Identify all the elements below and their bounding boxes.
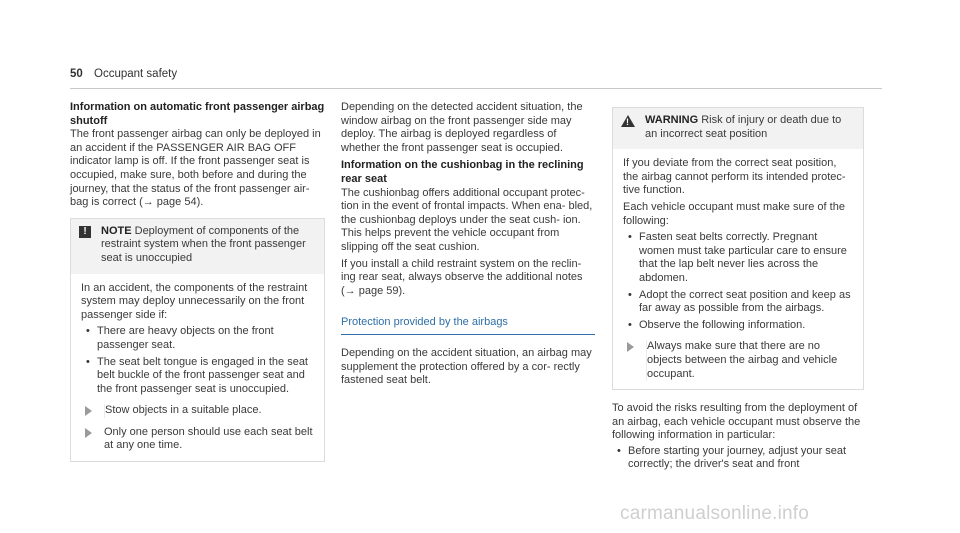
list-item: • Before starting your journey, adjust your seat correctly; the driver's seat and front: [612, 445, 864, 472]
action-step: Stow objects in a suitable place.: [81, 404, 314, 418]
note-header: [71, 219, 324, 274]
warning-triangle-icon: [621, 115, 635, 127]
heading-cushionbag: Information on the cushionbag in the reclining rear seat: [341, 159, 584, 185]
list-item: • Fasten seat belts correctly. Pregnant women must take particular care to ensure that the lap belt never lies across the abdomen.: [623, 231, 853, 285]
page-number: 50: [70, 68, 83, 80]
section-link-airbag-protection[interactable]: Protection provided by the airbags: [341, 316, 595, 335]
paragraph-child-restraint: If you install a child restraint system on the reclin- ing rear seat, always observe the additional notes (→ page 59).: [341, 257, 583, 297]
paragraph-airbag-shutoff: The front passenger airbag can only be deployed in an accident if the PASSENGER AIR BAG OFF indicator lamp is off. If the front passenger seat is occupied, make sure, both before and during the journey, that the status of the front passenger air- bag is correct (→ page 54).: [70, 128, 321, 209]
column-middle: [341, 101, 595, 388]
warning-bullet-list: [623, 231, 853, 332]
play-arrow-icon: [85, 406, 92, 416]
note-box: [70, 218, 325, 462]
warning-body: [613, 149, 863, 389]
paragraph-cushionbag: The cushionbag offers additional occupant protec- tion in the event of frontal impacts. When ena- bled, the cushionbag deploys under the seat cush- ion. This helps prevent the vehicle occupant from slipping off the seat cushion.: [341, 186, 593, 253]
note-bullet-list: [81, 325, 314, 396]
warning-text: If you deviate from the correct seat position, the airbag cannot perform its intended protec- tive function.: [623, 157, 846, 197]
warning-label: WARNING: [645, 114, 699, 126]
heading-airbag-shutoff: Information on automatic front passenger airbag shutoff: [70, 101, 325, 127]
play-arrow-icon: [627, 342, 634, 352]
bullet-list: [612, 445, 864, 472]
header-divider: [70, 88, 882, 89]
column-left: [70, 101, 325, 462]
list-item: • Adopt the correct seat position and keep as far away as possible from the airbags.: [623, 289, 853, 316]
warning-header: [613, 108, 863, 149]
list-item: • There are heavy objects on the front passenger seat.: [81, 325, 314, 352]
play-arrow-icon: [85, 428, 92, 438]
note-title: Deployment of components of the restraint system when the front passenger seat is unoccupied: [101, 224, 306, 264]
warning-text: Each vehicle occupant must make sure of the following:: [623, 200, 845, 227]
warning-box: [612, 107, 864, 390]
paragraph-airbag-protection: Depending on the accident situation, an airbag may supplement the protection offered by a cor- rectly fastened seat belt.: [341, 346, 592, 387]
page-header: [70, 68, 177, 80]
page-reference-link[interactable]: → page 54: [142, 196, 197, 209]
list-item: • Observe the following information.: [623, 319, 853, 333]
note-text: In an accident, the components of the restraint system may deploy unnecessarily on the front passenger side if:: [81, 281, 308, 321]
section-title: Occupant safety: [94, 68, 178, 80]
exclamation-icon: !: [79, 226, 91, 238]
action-step: Only one person should use each seat belt at any one time.: [81, 426, 314, 453]
list-item: • The seat belt tongue is engaged in the seat belt buckle of the front passenger seat and the front passenger seat is unoccupied.: [81, 356, 314, 397]
column-right: [612, 101, 864, 476]
page-reference-link[interactable]: → page 59: [344, 284, 399, 297]
action-step: Always make sure that there are no objects between the airbag and vehicle occupant.: [623, 340, 853, 381]
paragraph-window-airbag: Depending on the detected accident situation, the window airbag on the front passenger side may deploy. The airbag is deployed regardless of whether the front passenger seat is occupied.: [341, 101, 583, 154]
paragraph-deployment-risks: To avoid the risks resulting from the deployment of an airbag, each vehicle occupant must observe the following information in particular:: [612, 402, 861, 442]
watermark: carmanualsonline.info: [620, 503, 810, 524]
note-body: [71, 274, 324, 462]
warning-title: Risk of injury or death due to an incorrect seat position: [645, 114, 842, 140]
note-label: NOTE: [101, 224, 132, 237]
